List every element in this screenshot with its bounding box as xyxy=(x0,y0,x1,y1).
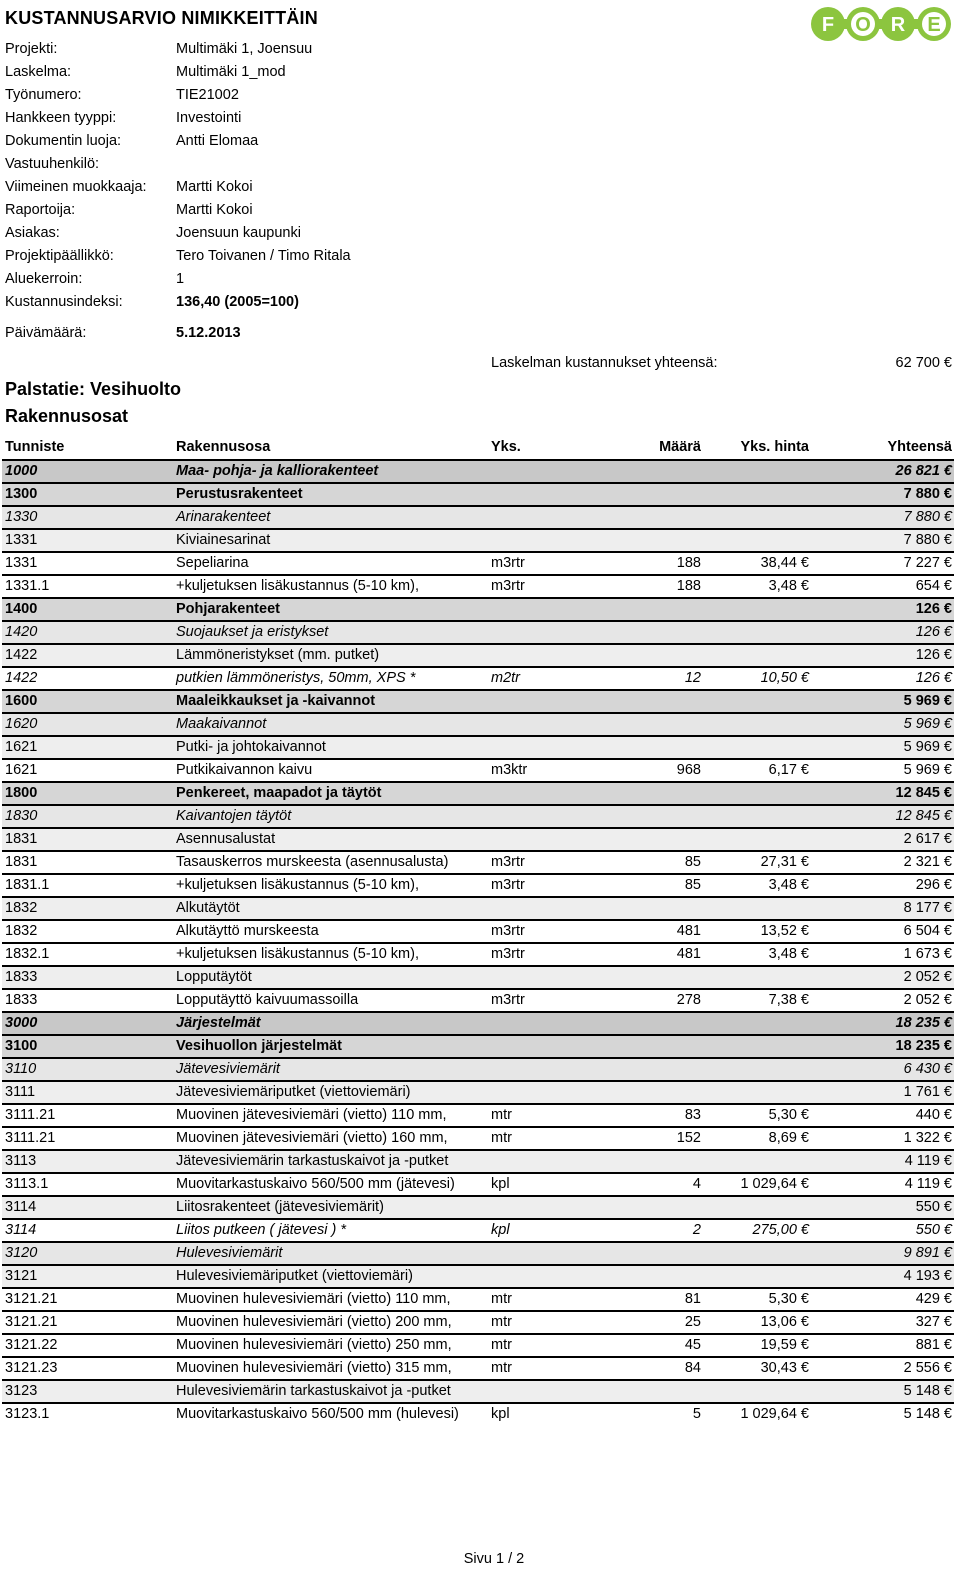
cell-name: Maakaivannot xyxy=(176,716,267,732)
table-row xyxy=(2,597,954,620)
cell-code: 3113.1 xyxy=(5,1176,49,1192)
logo-letter: R xyxy=(890,14,906,36)
cell-unit: m3rtr xyxy=(491,877,525,893)
cell-code: 1832 xyxy=(5,900,38,916)
cell-name: Tasauskerros murskeesta (asennusalusta) xyxy=(176,854,449,870)
cell-total: 429 € xyxy=(915,1291,952,1307)
cell-code: 1331.1 xyxy=(5,578,50,594)
cell-total: 7 880 € xyxy=(903,486,952,502)
meta-row xyxy=(5,292,605,312)
table-row xyxy=(2,942,954,965)
table-row xyxy=(2,574,954,597)
cell-price: 38,44 € xyxy=(760,555,809,571)
cell-code: 1600 xyxy=(5,693,38,709)
cell-price: 13,06 € xyxy=(760,1314,809,1330)
meta-label: Päivämäärä: xyxy=(5,325,87,341)
cell-qty: 4 xyxy=(692,1176,701,1192)
cell-name: Arinarakenteet xyxy=(176,509,271,525)
table-row xyxy=(2,1126,954,1149)
table-row xyxy=(2,1333,954,1356)
table-row xyxy=(2,666,954,689)
meta-value: Investointi xyxy=(176,110,242,126)
cell-unit: m3rtr xyxy=(491,992,525,1008)
cell-code: 3123.1 xyxy=(5,1406,50,1422)
cell-unit: m3rtr xyxy=(491,555,525,571)
cell-unit: mtr xyxy=(491,1107,512,1123)
cell-code: 1800 xyxy=(5,785,38,801)
cell-name: +kuljetuksen lisäkustannus (5-10 km), xyxy=(176,877,419,893)
cell-total: 126 € xyxy=(915,670,952,686)
cell-name: Hulevesiviemärit xyxy=(176,1245,283,1261)
meta-value: Tero Toivanen / Timo Ritala xyxy=(176,248,351,264)
table-row xyxy=(2,988,954,1011)
cell-unit: mtr xyxy=(491,1130,512,1146)
meta-row xyxy=(5,62,605,82)
cell-price: 275,00 € xyxy=(752,1222,809,1238)
cell-total: 1 673 € xyxy=(903,946,952,962)
table-row xyxy=(2,1172,954,1195)
cell-price: 1 029,64 € xyxy=(740,1176,809,1192)
meta-row xyxy=(5,131,605,151)
cell-total: 1 322 € xyxy=(903,1130,952,1146)
cell-total: 327 € xyxy=(915,1314,952,1330)
cell-code: 3100 xyxy=(5,1038,38,1054)
cell-name: Muovinen hulevesiviemäri (vietto) 250 mm, xyxy=(176,1337,452,1353)
cell-total: 5 969 € xyxy=(903,716,952,732)
cell-code: 1621 xyxy=(5,762,38,778)
cell-code: 3121.21 xyxy=(5,1314,58,1330)
summary-total-label: Laskelman kustannukset yhteensä: xyxy=(491,355,718,371)
table-row xyxy=(2,1379,954,1402)
cell-total: 2 617 € xyxy=(903,831,952,847)
cell-total: 126 € xyxy=(915,601,952,617)
table-row xyxy=(2,1264,954,1287)
cell-price: 19,59 € xyxy=(760,1337,809,1353)
table-row xyxy=(2,1011,954,1034)
section-title: Palstatie: Vesihuolto xyxy=(5,379,182,399)
cell-name: Maaleikkaukset ja -kaivannot xyxy=(176,693,376,709)
cell-code: 3000 xyxy=(5,1015,38,1031)
cell-price: 27,31 € xyxy=(760,854,809,870)
cell-code: 3121 xyxy=(5,1268,38,1284)
cell-price: 5,30 € xyxy=(768,1107,809,1123)
cell-code: 3111 xyxy=(5,1084,36,1100)
cell-name: +kuljetuksen lisäkustannus (5-10 km), xyxy=(176,578,419,594)
cell-price: 3,48 € xyxy=(768,946,809,962)
cell-qty: 5 xyxy=(692,1406,701,1422)
cell-code: 1420 xyxy=(5,624,38,640)
cell-name: Hulevesiviemäriputket (viettoviemäri) xyxy=(176,1268,413,1284)
logo-letter: O xyxy=(855,14,871,36)
cell-price: 3,48 € xyxy=(768,578,809,594)
cell-name: Asennusalustat xyxy=(176,831,276,847)
table-row xyxy=(2,735,954,758)
cell-total: 5 148 € xyxy=(903,1406,952,1422)
cell-name: putkien lämmöneristys, 50mm, XPS * xyxy=(176,670,416,686)
cell-total: 2 321 € xyxy=(903,854,952,870)
cell-total: 440 € xyxy=(915,1107,952,1123)
cell-name: Muovinen hulevesiviemäri (vietto) 315 mm, xyxy=(176,1360,452,1376)
cell-qty: 188 xyxy=(676,578,701,594)
meta-row xyxy=(5,108,605,128)
cell-name: Maa- pohja- ja kalliorakenteet xyxy=(176,463,379,479)
cell-qty: 481 xyxy=(676,946,701,962)
table-row xyxy=(2,620,954,643)
logo-letter: E xyxy=(927,14,941,36)
cell-code: 3120 xyxy=(5,1245,38,1261)
table-header xyxy=(0,436,960,458)
cell-name: Lämmöneristykset (mm. putket) xyxy=(176,647,380,663)
cell-total: 654 € xyxy=(915,578,952,594)
cell-qty: 2 xyxy=(692,1222,701,1238)
cell-unit: mtr xyxy=(491,1314,512,1330)
cell-code: 1832.1 xyxy=(5,946,50,962)
table-row xyxy=(2,482,954,505)
summary-total-value: 62 700 € xyxy=(895,355,952,371)
meta-value: Multimäki 1_mod xyxy=(176,64,286,80)
cell-name: Kiviainesarinat xyxy=(176,532,271,548)
cell-name: Putki- ja johtokaivannot xyxy=(176,739,326,755)
cell-unit: kpl xyxy=(491,1222,510,1238)
cell-code: 3121.22 xyxy=(5,1337,58,1353)
meta-row xyxy=(5,223,605,243)
cell-total: 26 821 € xyxy=(895,463,952,479)
cell-code: 1830 xyxy=(5,808,38,824)
cell-unit: mtr xyxy=(491,1291,512,1307)
meta-label: Aluekerroin: xyxy=(5,271,83,287)
table-row xyxy=(2,1218,954,1241)
cell-qty: 481 xyxy=(676,923,701,939)
meta-row xyxy=(5,246,605,266)
cell-name: Vesihuollon järjestelmät xyxy=(176,1038,342,1054)
cell-unit: m3ktr xyxy=(491,762,528,778)
table-row xyxy=(2,505,954,528)
cell-code: 1331 xyxy=(5,555,38,571)
table-row xyxy=(2,1103,954,1126)
cell-code: 1833 xyxy=(5,992,38,1008)
cell-name: Lopputäyttö kaivuumassoilla xyxy=(176,992,359,1008)
cell-total: 8 177 € xyxy=(903,900,952,916)
meta-label: Vastuuhenkilö: xyxy=(5,156,100,172)
cell-name: Muovitarkastuskaivo 560/500 mm (hulevesi) xyxy=(176,1406,459,1422)
cell-name: Muovinen hulevesiviemäri (vietto) 110 mm, xyxy=(176,1291,451,1307)
cell-total: 4 193 € xyxy=(903,1268,952,1284)
header-unit: Yks. xyxy=(491,439,521,455)
cell-total: 4 119 € xyxy=(904,1153,952,1169)
cell-unit: m3rtr xyxy=(491,578,525,594)
table-row xyxy=(2,1034,954,1057)
meta-label: Asiakas: xyxy=(5,225,60,241)
cell-name: Alkutäyttö murskeesta xyxy=(176,923,319,939)
table-row xyxy=(2,1402,954,1425)
meta-value: 5.12.2013 xyxy=(176,325,241,341)
table-row xyxy=(2,712,954,735)
table-row xyxy=(2,850,954,873)
table-row xyxy=(2,551,954,574)
section-subtitle: Rakennusosat xyxy=(5,406,129,426)
meta-row xyxy=(5,39,605,59)
cell-unit: kpl xyxy=(491,1176,510,1192)
cell-qty: 85 xyxy=(684,854,701,870)
table-row xyxy=(2,804,954,827)
cell-code: 1422 xyxy=(5,670,38,686)
cell-name: Lopputäytöt xyxy=(176,969,252,985)
cell-qty: 278 xyxy=(676,992,701,1008)
cell-unit: m3rtr xyxy=(491,946,525,962)
header-name: Rakennusosa xyxy=(176,439,271,455)
cell-name: Kaivantojen täytöt xyxy=(176,808,292,824)
cell-price: 6,17 € xyxy=(768,762,809,778)
cell-total: 7 227 € xyxy=(903,555,952,571)
table-row xyxy=(2,528,954,551)
cell-name: Penkereet, maapadot ja täytöt xyxy=(176,785,382,801)
cell-qty: 84 xyxy=(684,1360,701,1376)
meta-value: 136,40 (2005=100) xyxy=(176,294,299,310)
cell-price: 5,30 € xyxy=(768,1291,809,1307)
cell-code: 1621 xyxy=(5,739,38,755)
meta-row xyxy=(5,177,605,197)
meta-label: Viimeinen muokkaaja: xyxy=(5,179,147,195)
cell-price: 10,50 € xyxy=(760,670,809,686)
cell-total: 126 € xyxy=(915,647,952,663)
table-row xyxy=(2,1057,954,1080)
fore-logo xyxy=(808,4,956,44)
table-row xyxy=(2,1241,954,1264)
meta-value: TIE21002 xyxy=(176,87,239,103)
cell-total: 4 119 € xyxy=(904,1176,952,1192)
table-row xyxy=(2,896,954,919)
cell-unit: m3rtr xyxy=(491,854,525,870)
table-row xyxy=(2,1080,954,1103)
table-row xyxy=(2,1356,954,1379)
table-row xyxy=(2,781,954,804)
cell-total: 9 891 € xyxy=(903,1245,952,1261)
cell-code: 1831.1 xyxy=(5,877,50,893)
meta-label: Kustannusindeksi: xyxy=(5,294,123,310)
cell-name: Muovinen hulevesiviemäri (vietto) 200 mm, xyxy=(176,1314,452,1330)
cell-qty: 188 xyxy=(676,555,701,571)
cell-name: Jätevesiviemäriputket (viettoviemäri) xyxy=(176,1084,411,1100)
cell-name: Perustusrakenteet xyxy=(176,486,303,502)
cell-name: Muovinen jätevesiviemäri (vietto) 160 mm, xyxy=(176,1130,448,1146)
cell-code: 1000 xyxy=(5,463,38,479)
meta-value: Antti Elomaa xyxy=(176,133,259,149)
cell-code: 1833 xyxy=(5,969,38,985)
meta-row xyxy=(5,323,605,343)
cell-qty: 152 xyxy=(676,1130,701,1146)
meta-row xyxy=(5,85,605,105)
cell-total: 881 € xyxy=(915,1337,952,1353)
report-title: KUSTANNUSARVIO NIMIKKEITTÄIN xyxy=(5,8,318,28)
cell-total: 5 969 € xyxy=(903,762,952,778)
cell-total: 18 235 € xyxy=(895,1038,952,1054)
meta-label: Laskelma: xyxy=(5,64,72,80)
cell-price: 13,52 € xyxy=(760,923,809,939)
cell-name: Pohjarakenteet xyxy=(176,601,280,617)
meta-row xyxy=(5,269,605,289)
meta-label: Projekti: xyxy=(5,41,58,57)
meta-value: Martti Kokoi xyxy=(176,179,253,195)
cell-price: 3,48 € xyxy=(768,877,809,893)
cell-qty: 81 xyxy=(684,1291,701,1307)
meta-label: Hankkeen tyyppi: xyxy=(5,110,117,126)
cell-code: 1831 xyxy=(5,854,38,870)
cell-name: Jätevesiviemärin tarkastuskaivot ja -putket xyxy=(176,1153,449,1169)
meta-label: Raportoija: xyxy=(5,202,76,218)
table-row xyxy=(2,1287,954,1310)
meta-label: Dokumentin luoja: xyxy=(5,133,122,149)
cell-total: 6 504 € xyxy=(903,923,952,939)
meta-row xyxy=(5,200,605,220)
table-row xyxy=(2,919,954,942)
table-row xyxy=(2,689,954,712)
cell-code: 1422 xyxy=(5,647,38,663)
header-price: Yks. hinta xyxy=(740,439,809,455)
cell-total: 7 880 € xyxy=(903,532,952,548)
cell-code: 1832 xyxy=(5,923,38,939)
table-row xyxy=(2,1149,954,1172)
cell-qty: 12 xyxy=(684,670,701,686)
cell-code: 3110 xyxy=(5,1061,37,1077)
cell-total: 1 761 € xyxy=(903,1084,952,1100)
table-row xyxy=(2,1310,954,1333)
cell-total: 550 € xyxy=(915,1222,952,1238)
cell-qty: 83 xyxy=(684,1107,701,1123)
cell-qty: 25 xyxy=(684,1314,701,1330)
cell-code: 3123 xyxy=(5,1383,38,1399)
cell-total: 2 052 € xyxy=(903,969,952,985)
cell-price: 8,69 € xyxy=(768,1130,809,1146)
header-code: Tunniste xyxy=(5,439,65,455)
cell-name: Liitos putkeen ( jätevesi ) * xyxy=(176,1222,347,1238)
cell-total: 7 880 € xyxy=(903,509,952,525)
cell-total: 126 € xyxy=(915,624,952,640)
cell-total: 5 148 € xyxy=(903,1383,952,1399)
cell-price: 7,38 € xyxy=(768,992,809,1008)
cell-name: Hulevesiviemärin tarkastuskaivot ja -putket xyxy=(176,1383,451,1399)
cell-name: Putkikaivannon kaivu xyxy=(176,762,313,778)
cell-unit: mtr xyxy=(491,1337,512,1353)
cell-total: 6 430 € xyxy=(903,1061,952,1077)
cell-name: Muovinen jätevesiviemäri (vietto) 110 mm, xyxy=(176,1107,447,1123)
cell-unit: m3rtr xyxy=(491,923,525,939)
cell-code: 3121.21 xyxy=(5,1291,58,1307)
cell-unit: kpl xyxy=(491,1406,510,1422)
cell-name: +kuljetuksen lisäkustannus (5-10 km), xyxy=(176,946,419,962)
logo-letter: F xyxy=(821,14,835,36)
cell-total: 2 556 € xyxy=(903,1360,952,1376)
cell-code: 3111.21 xyxy=(5,1107,56,1123)
meta-label: Työnumero: xyxy=(5,87,82,103)
table-row xyxy=(2,758,954,781)
table-row xyxy=(2,1195,954,1218)
meta-value: Joensuun kaupunki xyxy=(176,225,301,241)
cell-name: Liitosrakenteet (jätevesiviemärit) xyxy=(176,1199,384,1215)
cell-total: 5 969 € xyxy=(903,739,952,755)
cell-name: Muovitarkastuskaivo 560/500 mm (jätevesi) xyxy=(176,1176,455,1192)
meta-value: 1 xyxy=(176,271,185,287)
cell-total: 12 845 € xyxy=(895,785,952,801)
cell-total: 12 845 € xyxy=(895,808,952,824)
cell-code: 1331 xyxy=(5,532,38,548)
cell-total: 550 € xyxy=(915,1199,952,1215)
cell-code: 1831 xyxy=(5,831,38,847)
cell-code: 3114 xyxy=(5,1222,37,1238)
cell-code: 1300 xyxy=(5,486,38,502)
header-qty: Määrä xyxy=(659,439,701,455)
cell-name: Suojaukset ja eristykset xyxy=(176,624,329,640)
meta-label: Projektipäällikkö: xyxy=(5,248,114,264)
meta-value: Martti Kokoi xyxy=(176,202,253,218)
table-row xyxy=(2,827,954,850)
cell-unit: mtr xyxy=(491,1360,512,1376)
meta-row xyxy=(5,154,605,174)
cell-code: 1620 xyxy=(5,716,38,732)
cell-code: 3111.21 xyxy=(5,1130,56,1146)
meta-value: Multimäki 1, Joensuu xyxy=(176,41,313,57)
cell-name: Jätevesiviemärit xyxy=(176,1061,280,1077)
table-row xyxy=(2,643,954,666)
cell-name: Järjestelmät xyxy=(176,1015,261,1031)
cell-total: 2 052 € xyxy=(903,992,952,1008)
cell-code: 3121.23 xyxy=(5,1360,58,1376)
cell-code: 3113 xyxy=(5,1153,37,1169)
cell-unit: m2tr xyxy=(491,670,520,686)
cell-qty: 85 xyxy=(684,877,701,893)
cell-price: 30,43 € xyxy=(760,1360,809,1376)
cell-name: Sepeliarina xyxy=(176,555,249,571)
table-row xyxy=(2,873,954,896)
cell-code: 1330 xyxy=(5,509,38,525)
cell-qty: 968 xyxy=(676,762,701,778)
cell-price: 1 029,64 € xyxy=(740,1406,809,1422)
cell-total: 18 235 € xyxy=(895,1015,952,1031)
cell-total: 296 € xyxy=(915,877,952,893)
header-total: Yhteensä xyxy=(887,439,952,455)
cell-code: 1400 xyxy=(5,601,38,617)
table-row xyxy=(2,965,954,988)
cell-code: 3114 xyxy=(5,1199,37,1215)
page-number: Sivu 1 / 2 xyxy=(463,1551,525,1567)
cell-total: 5 969 € xyxy=(903,693,952,709)
cell-qty: 45 xyxy=(684,1337,701,1353)
table-row xyxy=(2,459,954,482)
cell-name: Alkutäytöt xyxy=(176,900,240,916)
